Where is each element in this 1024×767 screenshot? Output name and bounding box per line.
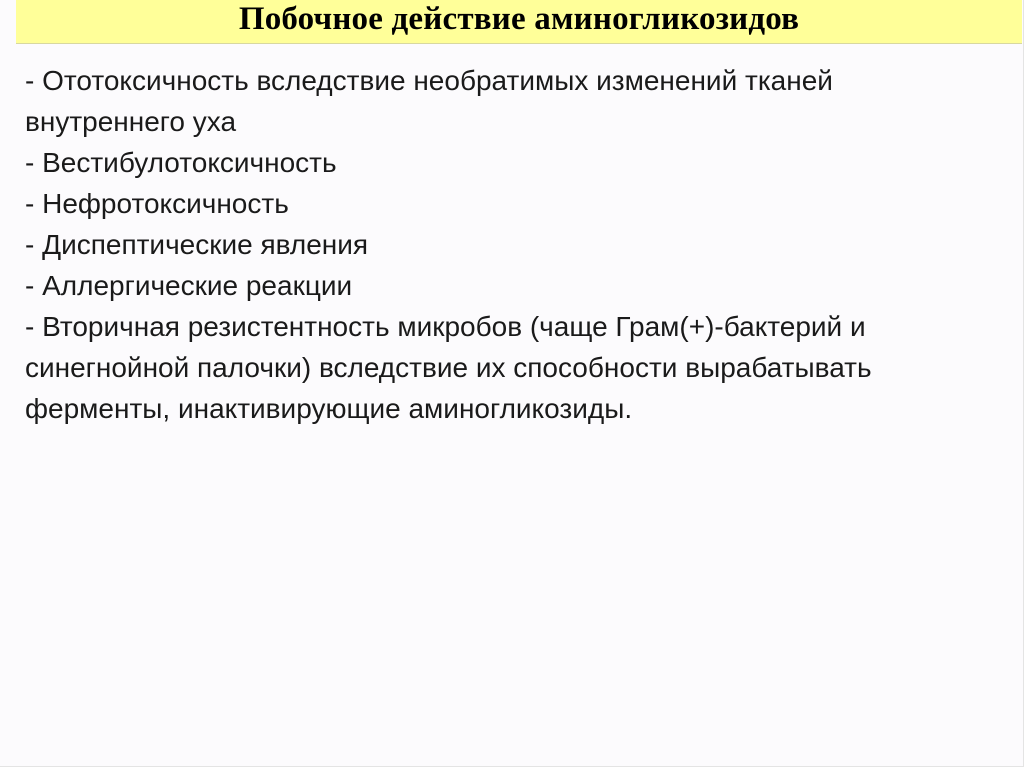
list-item-text: - Ототоксичность вследствие необратимых изменений тканей внутреннего уха [25, 65, 833, 137]
list-item-nephrotoxicity [25, 183, 995, 224]
list-item-text: - Диспептические явления [25, 229, 369, 260]
list-item-text: - Аллергические реакции [25, 270, 353, 301]
side-effects-list [25, 60, 995, 429]
list-item-ototoxicity [25, 60, 995, 142]
title-bar [16, 0, 1022, 44]
list-item-text: - Вестибулотоксичность [25, 147, 337, 178]
list-item-resistance [25, 306, 995, 429]
list-item-text: - Нефротоксичность [25, 188, 289, 219]
list-item-allergy [25, 265, 995, 306]
list-item-text: - Вторичная резистентность микробов (чаще Грам(+)-бактерий и синегнойной палочки) вследствие их способности вырабатывать ферменты, инактивирующие аминогликозиды. [25, 311, 872, 424]
list-item-dyspepsia [25, 224, 995, 265]
list-item-vestibulotoxicity [25, 142, 995, 183]
slide-title: Побочное действие аминогликозидов [238, 1, 800, 37]
